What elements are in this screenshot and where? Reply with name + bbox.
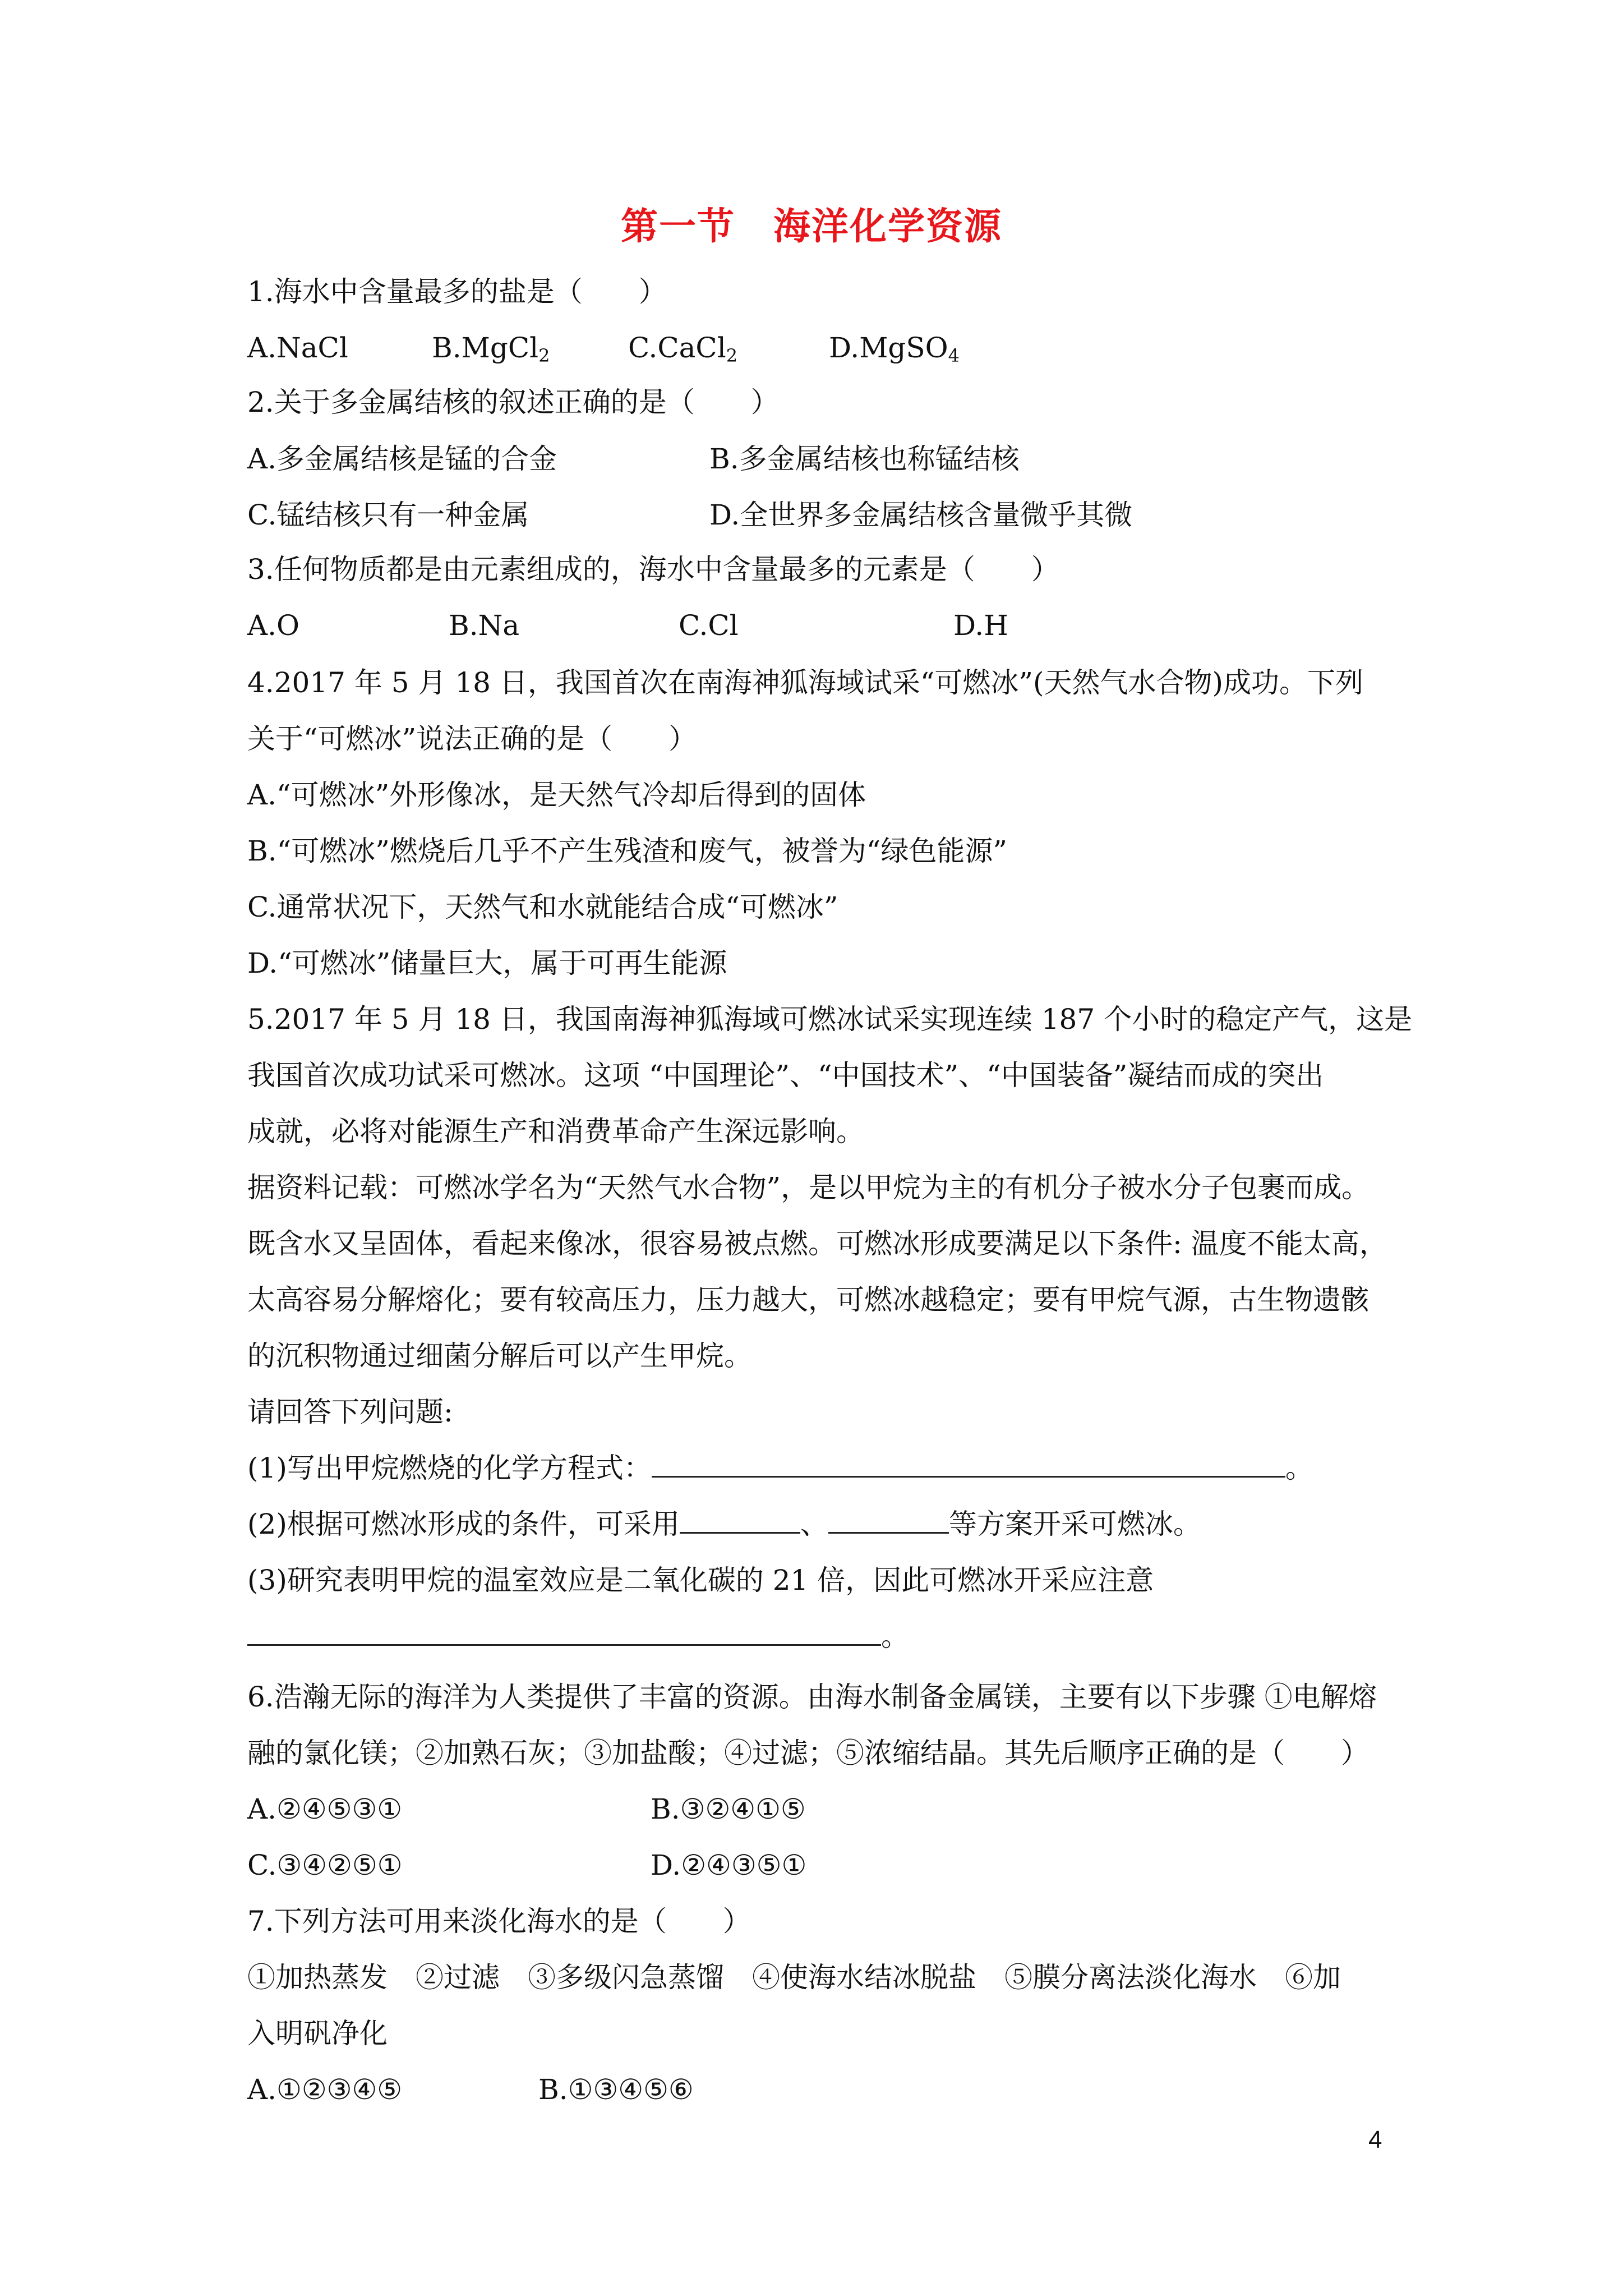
q5-line2: 我国首次成功试采可燃冰。这项 “中国理论”、“中国技术”、“中国装备”凝结而成的突出 [247,1059,1324,1092]
q2-stem: 2.关于多金属结核的叙述正确的是（ ） [247,386,779,418]
q7-line2: 入明矾净化 [247,2017,388,2050]
q2-option-d: D.全世界多金属结核含量微乎其微 [709,499,1133,531]
q4-stem-line1: 4.2017 年 5 月 18 日，我国首次在南海神狐海域试采“可燃冰”(天然气水合物)成功。下列 [247,666,1363,699]
q6-option-d: D.②④③⑤① [651,1849,807,1881]
q5-sub1-blank[interactable] [652,1452,1285,1478]
section-title: 第一节 海洋化学资源 [621,204,1002,248]
q1-option-b [432,331,550,365]
q5-sub2 [247,1507,1201,1541]
q1-option-b-sub: 2 [538,345,550,366]
q5-sub2-sep: 、 [800,1508,828,1540]
q5-sub2-blank2[interactable] [828,1508,949,1534]
page-number: 4 [1368,2126,1382,2154]
q4-stem-line2: 关于“可燃冰”说法正确的是（ ） [247,723,697,755]
q1-option-c [628,331,737,365]
q5-line6: 太高容易分解熔化；要有较高压力，压力越大，可燃冰越稳定；要有甲烷气源，古生物遗骸 [247,1283,1369,1316]
q5-sub3-blank[interactable] [247,1621,881,1646]
q5-sub1-text: (1)写出甲烷燃烧的化学方程式： [247,1452,652,1484]
q4-option-d: D.“可燃冰”储量巨大，属于可再生能源 [247,947,727,979]
q2-option-a: A.多金属结核是锰的合金 [247,443,557,475]
q6-line1: 6.浩瀚无际的海洋为人类提供了丰富的资源。由海水制备金属镁，主要有以下步骤 ①电解熔 [247,1681,1377,1713]
q4-option-b: B.“可燃冰”燃烧后几乎不产生残渣和废气，被誉为“绿色能源” [247,835,1007,867]
q6-line2: 融的氯化镁；②加熟石灰；③加盐酸；④过滤；⑤浓缩结晶。其先后顺序正确的是（ ） [247,1737,1369,1769]
q7-option-a: A.①②③④⑤ [247,2073,403,2106]
q5-line1: 5.2017 年 5 月 18 日，我国南海神狐海域可燃冰试采实现连续 187 个小时的稳定产气，这是 [247,1003,1413,1036]
q1-option-b-main: B.MgCl [432,332,539,364]
q6-option-c: C.③④②⑤① [247,1849,403,1881]
q2-option-b: B.多金属结核也称锰结核 [709,443,1020,475]
q5-sub3-end: 。 [881,1620,909,1653]
q1-option-d-main: D.MgSO [829,332,948,364]
q1-stem: 1.海水中含量最多的盐是（ ） [247,275,667,308]
q3-option-c: C.Cl [679,609,739,642]
q1-option-c-sub: 2 [726,345,738,366]
q5-line5: 既含水又呈固体，看起来像冰，很容易被点燃。可燃冰形成要满足以下条件: 温度不能太高， [247,1227,1387,1260]
q1-option-d [829,331,960,365]
q6-option-b: B.③②④①⑤ [651,1793,806,1825]
q5-sub1 [247,1451,1313,1485]
q3-option-b: B.Na [449,609,520,642]
q3-option-d: D.H [953,609,1008,642]
q5-line4: 据资料记载：可燃冰学名为“天然气水合物”，是以甲烷为主的有机分子被水分子包裹而成。 [247,1171,1370,1204]
q1-option-a: A.NaCl [247,332,348,364]
q3-stem: 3.任何物质都是由元素组成的，海水中含量最多的元素是（ ） [247,553,1059,586]
q5-line7: 的沉积物通过细菌分解后可以产生甲烷。 [247,1340,752,1372]
q6-option-a: A.②④⑤③① [247,1793,403,1825]
q4-option-c: C.通常状况下，天然气和水就能结合成“可燃冰” [247,891,838,923]
q4-option-a: A.“可燃冰”外形像冰，是天然气冷却后得到的固体 [247,779,866,811]
q5-sub2-blank1[interactable] [680,1508,800,1534]
q1-option-d-sub: 4 [948,345,960,366]
q3-option-a: A.O [247,609,299,642]
q7-line1: ①加热蒸发 ②过滤 ③多级闪急蒸馏 ④使海水结冰脱盐 ⑤膜分离法淡化海水 ⑥加 [247,1961,1341,1994]
q1-option-c-main: C.CaCl [628,332,726,364]
q2-option-c: C.锰结核只有一种金属 [247,499,529,531]
q7-option-b: B.①③④⑤⑥ [538,2073,694,2106]
q5-sub2-tail: 等方案开采可燃冰。 [948,1508,1201,1540]
q5-prompt: 请回答下列问题: [247,1396,453,1428]
q5-sub3: (3)研究表明甲烷的温室效应是二氧化碳的 21 倍，因此可燃冰开采应注意 [247,1564,1154,1596]
q5-line3: 成就，必将对能源生产和消费革命产生深远影响。 [247,1115,864,1148]
q7-stem: 7.下列方法可用来淡化海水的是（ ） [247,1905,751,1938]
q5-sub1-end: 。 [1285,1452,1313,1484]
q5-sub2-text: (2)根据可燃冰形成的条件，可采用 [247,1508,680,1540]
q5-sub3-answer [247,1619,909,1653]
